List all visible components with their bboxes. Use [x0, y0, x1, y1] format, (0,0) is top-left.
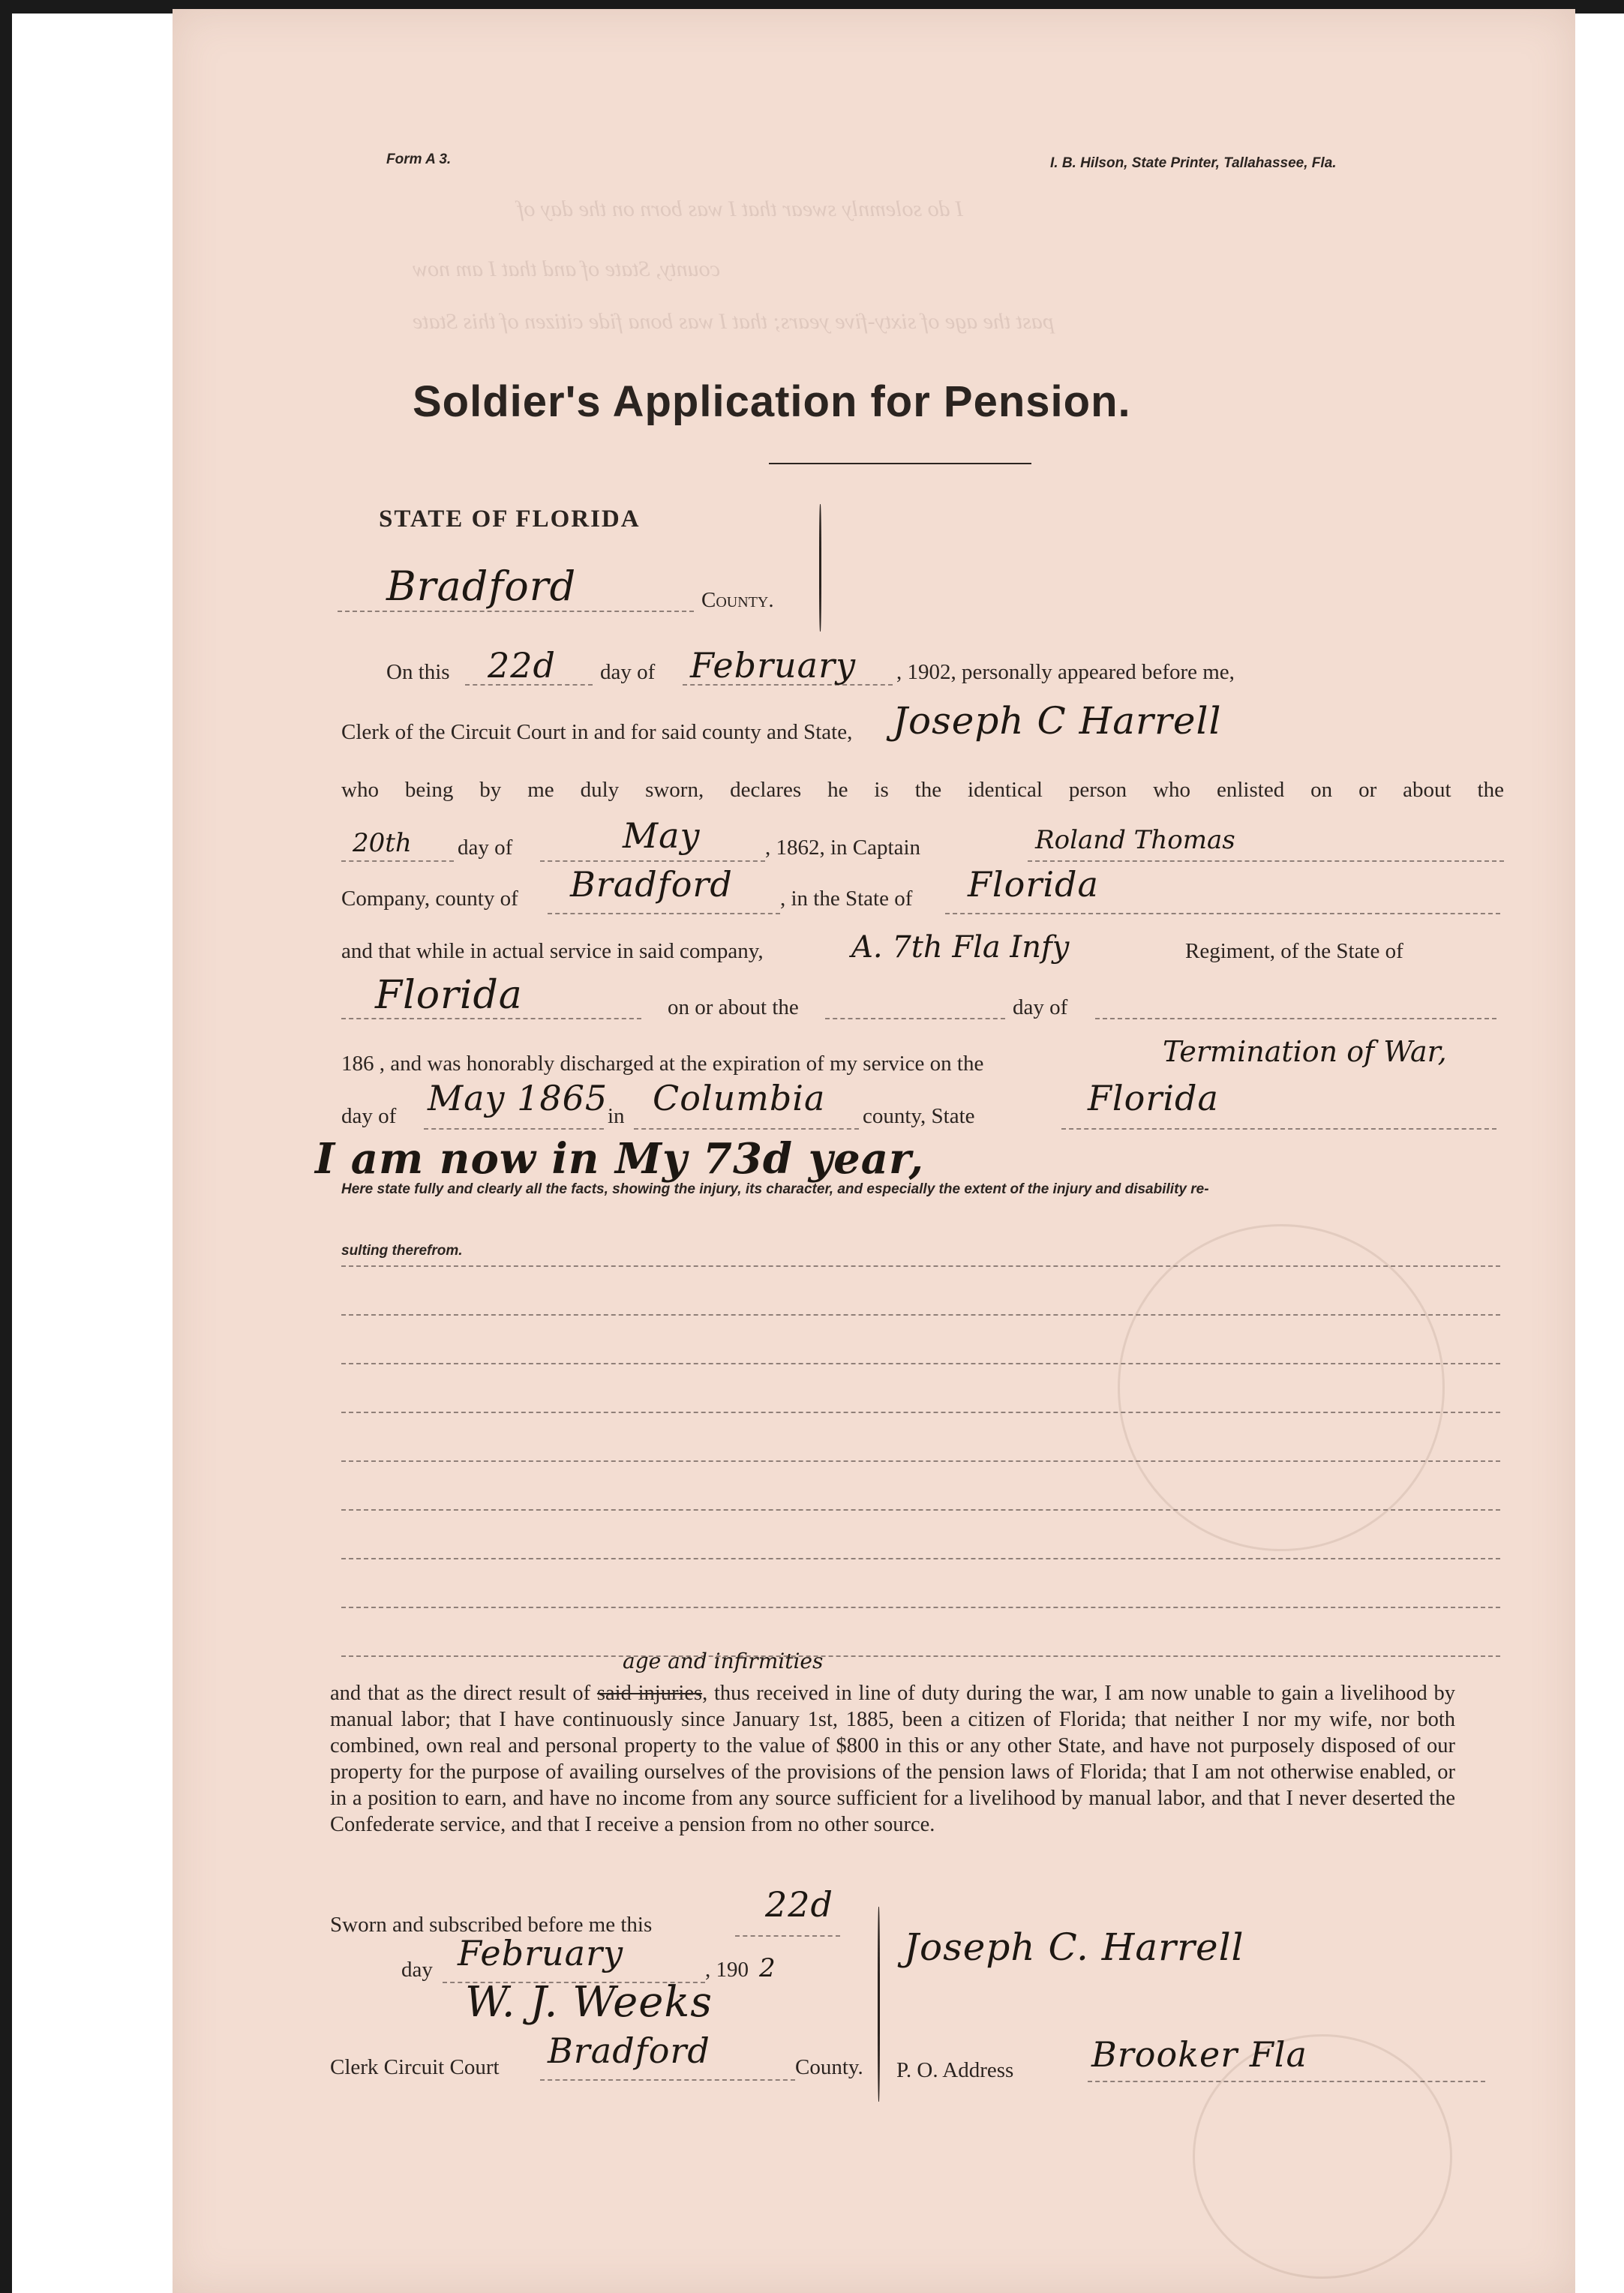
- applicant-name-handwritten: Joseph C Harrell: [893, 699, 1222, 743]
- state3-handwritten: Florida: [1088, 1078, 1219, 1118]
- applicant-signature: Joseph C. Harrell: [904, 1925, 1244, 1969]
- enlist-month-blank-line: [540, 860, 765, 862]
- blank-ruled-line: [341, 1412, 1500, 1413]
- bleed-through-text: I do solemnly swear that I was born on the day of: [518, 197, 964, 221]
- enlist-year-text: , 1862, in Captain: [765, 836, 921, 860]
- blank-ruled-line: [341, 1655, 1500, 1657]
- blank-ruled-line: [341, 1460, 1500, 1462]
- county-label: County.: [701, 588, 774, 612]
- captain-handwritten: Roland Thomas: [1035, 825, 1235, 855]
- captain-blank-line: [1028, 860, 1504, 862]
- termination-handwritten: Termination of War,: [1163, 1035, 1447, 1068]
- affidavit-body: , thus received in line of duty during the war, I am now unable to gain a livelihood by manual labor; that I have continuously since January 1st, 1885, been a citizen of Florida; that neither I nor my wife, nor both combined, own real and personal property to the value of $800 in this or any other State, and have not purposely disposed of our property for the purpose of availing ourselves of the provisions of the pension laws of Florida; that I am not otherwise enabled, or in a position to earn, and have no income from any source sufficient for a livelihood by manual labor, and that I never deserted the Confederate service, and that I receive a pension from no other source.: [330, 1682, 1455, 1836]
- clerk-signature: W. J. Weeks: [465, 1978, 713, 2027]
- blank-ruled-line: [341, 1509, 1500, 1511]
- on-this-label: On this: [386, 660, 450, 684]
- pension-form-page: [173, 9, 1575, 2293]
- county-state-text: county, State: [863, 1104, 975, 1128]
- jurat-day-label: day: [401, 1958, 433, 1982]
- jurat-day-handwritten: 22d: [765, 1884, 833, 1925]
- clerk-text: Clerk of the Circuit Court in and for said county and State,: [341, 720, 853, 744]
- clerk-circuit-label: Clerk Circuit Court: [330, 2055, 500, 2079]
- day-of-label: day of: [458, 836, 513, 860]
- in-state-text: , in the State of: [780, 887, 913, 911]
- venue-brace: [819, 504, 821, 632]
- company-county-handwritten: Bradford: [570, 864, 733, 905]
- county-handwritten: Bradford: [386, 563, 577, 610]
- state3-blank-line: [1061, 1128, 1496, 1130]
- discharge-blank-line: [424, 1128, 604, 1130]
- blank-ruled-line: [341, 1607, 1500, 1608]
- month-handwritten: February: [690, 645, 857, 686]
- po-address-blank-line: [1088, 2081, 1485, 2082]
- day-of-label: day of: [600, 660, 656, 684]
- jurat-brace: [878, 1907, 880, 2102]
- regiment-text: Regiment, of the State of: [1185, 939, 1403, 963]
- struck-text: said injuries: [596, 1682, 703, 1705]
- po-address-handwritten: Brooker Fla: [1091, 2034, 1307, 2075]
- blank-ruled-line: [341, 1265, 1500, 1267]
- sworn-text: who being by me duly sworn, declares he is the identical person who enlisted on or about the: [341, 778, 1504, 802]
- jurat-year-handwritten: 2: [759, 1953, 776, 1983]
- enlist-day-handwritten: 20th: [353, 828, 412, 858]
- jurat-county-label: County.: [795, 2055, 863, 2079]
- blank-ruled-line: [341, 1363, 1500, 1364]
- blank-ruled-line: [341, 1558, 1500, 1559]
- county3-blank-line: [634, 1128, 859, 1130]
- year-text: , 1902, personally appeared before me,: [896, 660, 1235, 684]
- state-handwritten: Florida: [968, 864, 1099, 905]
- instructions-text: Here state fully and clearly all the facts, showing the injury, its character, and especially the extent of the injury and disability re-: [341, 1181, 1209, 1197]
- printer-imprint: I. B. Hilson, State Printer, Tallahassee, Fla.: [1050, 155, 1337, 171]
- discharge-text: 186 , and was honorably discharged at the expiration of my service on the: [341, 1052, 984, 1076]
- embossed-seal: [1118, 1224, 1445, 1551]
- scan-border-left: [0, 0, 12, 2293]
- state-heading: STATE OF FLORIDA: [379, 506, 641, 533]
- on-or-about-text: on or about the: [668, 995, 799, 1019]
- state2-blank-line: [341, 1018, 641, 1019]
- in-label: in: [608, 1104, 625, 1128]
- day-of-label: day of: [341, 1104, 397, 1128]
- company-county-blank-line: [548, 913, 780, 914]
- bleed-through-text: past the age of sixty-five years; that I was bona fide citizen of this State: [413, 309, 1054, 334]
- day-of-label: day of: [1013, 995, 1068, 1019]
- sworn-subscribed-text: Sworn and subscribed before me this: [330, 1913, 653, 1937]
- state2-handwritten: Florida: [375, 973, 523, 1018]
- age-statement-handwritten: I am now in My 73d year,: [315, 1134, 924, 1184]
- company-county-text: Company, county of: [341, 887, 518, 911]
- discharge-handwritten: May 1865: [428, 1078, 608, 1118]
- jurat-month-handwritten: February: [458, 1933, 624, 1973]
- form-number: Form A 3.: [386, 152, 452, 167]
- about-month-blank-line: [1095, 1018, 1496, 1019]
- enlist-month-handwritten: May: [623, 815, 701, 856]
- county3-handwritten: Columbia: [653, 1078, 826, 1118]
- state-blank-line: [945, 913, 1500, 914]
- jurat-year-text: , 190: [705, 1958, 749, 1982]
- blank-ruled-line: [341, 1314, 1500, 1316]
- enlist-day-blank-line: [341, 860, 454, 862]
- service-text: and that while in actual service in said company,: [341, 939, 764, 963]
- jurat-county-handwritten: Bradford: [548, 2030, 710, 2071]
- jurat-county-blank-line: [540, 2079, 795, 2081]
- title-rule: [769, 463, 1031, 464]
- affidavit-lead: and that as the direct result of: [330, 1682, 597, 1705]
- day-handwritten: 22d: [488, 645, 556, 686]
- regiment-handwritten: A. 7th Fla Infy: [851, 930, 1070, 965]
- bleed-through-text: county, State of and that I am now: [413, 257, 720, 281]
- jurat-day-blank-line: [735, 1935, 840, 1937]
- affidavit-paragraph: [330, 1680, 1455, 1838]
- po-address-label: P. O. Address: [896, 2058, 1014, 2082]
- instructions-text-cont: sulting therefrom.: [341, 1243, 463, 1259]
- county-blank-line: [338, 611, 694, 612]
- page-title: Soldier's Application for Pension.: [413, 377, 1131, 426]
- about-day-blank-line: [825, 1018, 1005, 1019]
- insertion-handwritten: age and infirmities: [623, 1649, 824, 1673]
